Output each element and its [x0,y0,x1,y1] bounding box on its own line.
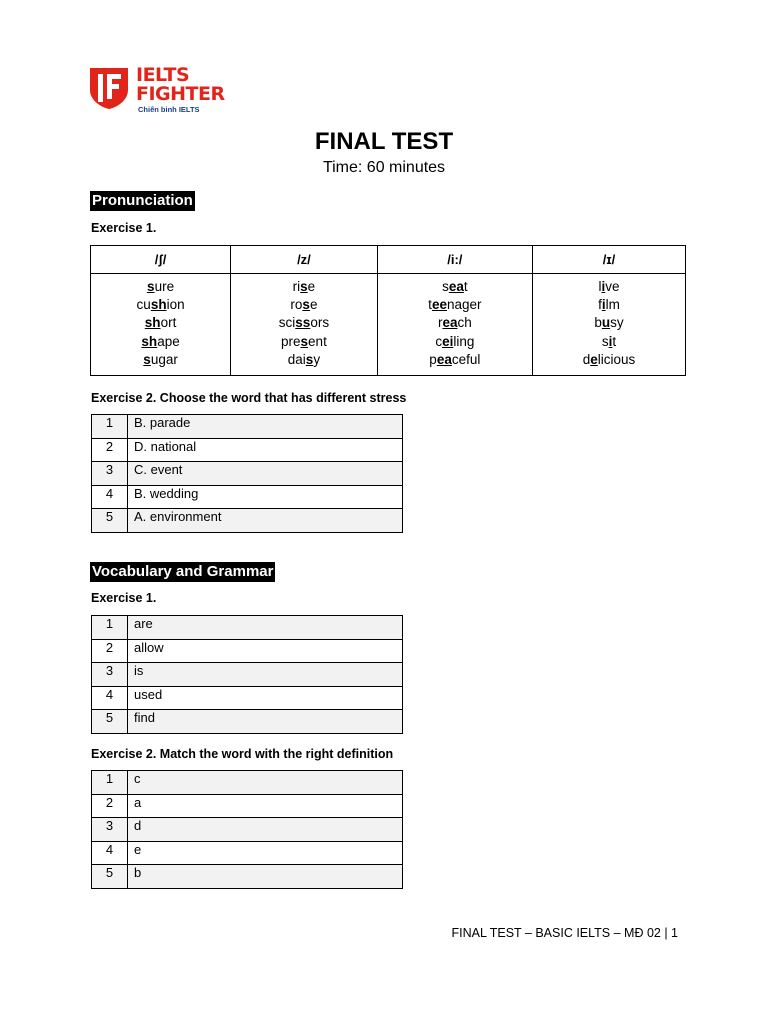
answer-cell: c [128,771,403,795]
example-word [533,351,685,369]
phoneme-header: /ʃ/ [91,246,231,274]
word-part: d [582,351,591,367]
page-subtitle: Time: 60 minutes [322,159,446,176]
answer-cell: B. wedding [128,485,403,509]
example-word [533,296,685,314]
example-word [231,333,377,351]
exercise-heading: Exercise 1. [91,591,157,605]
question-number: 3 [92,663,128,687]
underlined-sound: sh [144,315,161,331]
underlined-sound: s [305,351,314,367]
word-part: ion [166,297,185,313]
underlined-sound: ee [431,297,447,313]
question-number: 2 [92,794,128,818]
example-word [91,296,230,314]
answer-cell: a [128,794,403,818]
shield-flag-icon [88,66,130,110]
answer-table [91,414,403,533]
table-row [92,415,403,439]
table-row [92,616,403,640]
example-word [231,351,377,369]
underlined-sound: sh [150,297,167,313]
word-part: sy [610,315,624,331]
answer-cell: A. environment [128,509,403,533]
page-footer: FINAL TEST – BASIC IELTS – MĐ 02 | 1 [451,926,678,940]
example-word [231,278,377,296]
table-row [92,771,403,795]
answer-cell: find [128,710,403,734]
table-row [92,818,403,842]
underlined-sound: u [601,315,611,331]
word-part: ent [308,333,327,349]
answer-cell: is [128,663,403,687]
section-pronunciation: Pronunciation [92,192,193,209]
word-part: pre [281,333,301,349]
word-part: ve [605,279,620,294]
question-number: 4 [92,485,128,509]
example-word [91,351,230,369]
underlined-sound: ea [442,315,458,331]
question-number: 1 [92,771,128,795]
question-number: 4 [92,686,128,710]
question-number: 5 [92,865,128,889]
underlined-sound: e [590,351,598,367]
example-word [378,351,532,369]
example-word [231,296,377,314]
table-row [92,794,403,818]
word-part: nager [446,297,482,313]
phoneme-header: /z/ [231,246,378,274]
example-word [91,333,230,351]
table-row [92,686,403,710]
underlined-sound: ea [436,351,452,367]
word-part: ling [453,333,475,349]
word-part: ort [160,315,177,331]
table-row [92,485,403,509]
question-number: 3 [92,818,128,842]
question-number: 2 [92,438,128,462]
word-part: f [598,297,602,313]
answer-cell: are [128,616,403,640]
logo-tagline: Chiến binh IELTS [138,105,200,114]
word-part: ri [292,279,301,294]
underlined-sound: ei [442,333,454,349]
answer-table [91,770,403,889]
answer-cell: d [128,818,403,842]
underlined-sound: ss [295,315,311,331]
word-part: t [463,279,468,294]
underlined-sound: s [300,279,308,294]
page-title: FINAL TEST [314,128,454,155]
example-word [378,296,532,314]
example-word [231,314,377,332]
word-part: cu [136,297,151,313]
example-word [378,314,532,332]
phoneme-word-list [231,274,378,376]
question-number: 1 [92,415,128,439]
table-row [92,841,403,865]
logo-text-ielts: IELTS [136,64,190,86]
word-part: ape [157,333,180,349]
phoneme-word-list [532,274,685,376]
example-word [378,278,532,296]
phoneme-header: /ɪ/ [532,246,685,274]
question-number: 3 [92,462,128,486]
table-row [92,509,403,533]
question-number: 2 [92,639,128,663]
table-row [92,438,403,462]
table-row [92,462,403,486]
ielts-fighter-logo [88,66,238,116]
word-part: s [601,333,609,349]
word-part: lm [605,297,620,313]
answer-cell: C. event [128,462,403,486]
section-vocabulary-grammar: Vocabulary and Grammar [92,563,274,580]
table-row [92,865,403,889]
table-row [92,663,403,687]
word-part: ors [310,315,330,331]
exercise-heading: Exercise 2. Match the word with the right definition [91,747,394,761]
word-part: e [309,297,318,313]
answer-cell: b [128,865,403,889]
question-number: 1 [92,616,128,640]
word-part: t [612,333,617,349]
answer-cell: B. parade [128,415,403,439]
phoneme-word-list [91,274,231,376]
word-part: ceful [451,351,481,367]
answer-cell: e [128,841,403,865]
word-part: ro [290,297,303,313]
underlined-sound: s [147,279,155,294]
example-word [91,278,230,296]
word-part: c [435,333,443,349]
underlined-sound: i [601,297,606,313]
table-row [92,710,403,734]
table-row [92,639,403,663]
word-part: s [442,279,449,294]
word-part: dai [287,351,306,367]
word-part: sci [278,315,296,331]
example-word [378,333,532,351]
answer-cell: used [128,686,403,710]
example-word [91,314,230,332]
question-number: 4 [92,841,128,865]
underlined-sound: i [601,279,606,294]
underlined-sound: i [608,333,613,349]
word-part: ch [457,315,472,331]
phoneme-word-list [377,274,532,376]
word-part: e [307,279,316,294]
word-part: t [428,297,432,313]
underlined-sound: sh [141,333,158,349]
exercise-heading: Exercise 2. Choose the word that has different stress [91,391,407,405]
example-word [533,314,685,332]
underlined-sound: s [300,333,309,349]
exercise-heading: Exercise 1. [91,221,157,235]
word-part: r [437,315,443,331]
word-part: l [598,279,602,294]
underlined-sound: s [302,297,310,313]
word-part: b [594,315,602,331]
question-number: 5 [92,710,128,734]
example-word [533,333,685,351]
answer-table [91,615,403,734]
word-part: ure [154,279,175,294]
underlined-sound: s [143,351,151,367]
logo-text-fighter: FIGHTER [136,83,225,105]
word-part: ugar [150,351,178,367]
example-word [533,278,685,296]
phoneme-header: /i:/ [377,246,532,274]
answer-cell: D. national [128,438,403,462]
word-part: y [313,351,321,367]
question-number: 5 [92,509,128,533]
underlined-sound: ea [448,279,464,294]
answer-cell: allow [128,639,403,663]
phonetics-table [90,245,686,376]
word-part: p [429,351,437,367]
word-part: licious [597,351,636,367]
